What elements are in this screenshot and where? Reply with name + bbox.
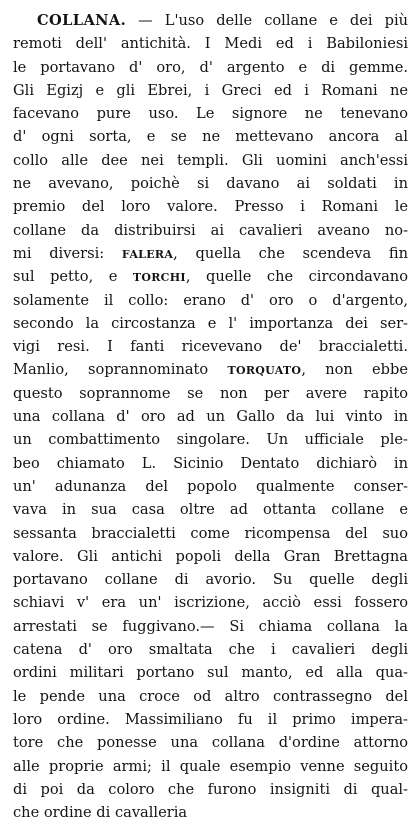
text-run: le portavano d' oro, d' argento e di gemme. [13, 58, 408, 76]
text-run: vava in sua casa oltre ad ottanta collane e [13, 501, 408, 519]
text-run: collo alle dee nei templi. Gli uomini anch'essi [13, 151, 408, 169]
text-run: — L'uso delle collane e dei più [138, 12, 409, 29]
text-run: loro ordine. Massimiliano fu il primo impera- [13, 710, 408, 728]
text-run: un' adunanza del popolo qualmente conser- [13, 477, 408, 495]
text-run: solamente il collo: erano d' oro o d'argento, [13, 291, 408, 309]
text-line [13, 312, 408, 335]
text-line [13, 522, 408, 545]
small-caps-term: FALERA [121, 247, 174, 261]
text-line [13, 708, 408, 731]
text-run: arrestati se fuggivano.— Si chiama collana la [13, 617, 408, 635]
text-line [13, 545, 408, 568]
text-line [13, 405, 408, 428]
text-line [13, 32, 408, 55]
text-run: le pende una croce od altro contrassegno del [13, 687, 408, 705]
text-line [13, 778, 408, 801]
text-run: una collana d' oro ad un Gallo da lui vinto in [13, 408, 408, 426]
text-line [13, 661, 408, 684]
text-line [13, 265, 408, 288]
text-line [13, 56, 408, 79]
text-run: Gli Egizj e gli Ebrei, i Greci ed i Romani ne [13, 81, 408, 99]
text-line [13, 149, 408, 172]
text-run: remoti dell' antichità. I Medi ed i Babiloniesi [13, 35, 408, 53]
text-line [13, 591, 408, 614]
text-line [13, 219, 408, 242]
encyclopedia-entry [13, 9, 408, 824]
text-run: collane da distribuirsi ai cavalieri aveano no- [13, 221, 408, 239]
text-line [13, 79, 408, 102]
entry-headword: COLLANA. [37, 12, 127, 29]
text-run: sessanta braccialetti come ricompensa del suo [13, 524, 408, 542]
text-run: alle proprie armi; il quale esempio venne seguito [13, 757, 408, 775]
text-run: premio del loro valore. Presso i Romani le [13, 198, 408, 216]
text-run: secondo la circostanza e l' importanza dei ser- [13, 314, 408, 332]
text-run: , quelle che circondavano [185, 268, 408, 286]
text-line [13, 638, 408, 661]
text-line [13, 125, 408, 148]
text-run: valore. Gli antichi popoli della Gran Brettagna [13, 547, 408, 565]
text-run: tore che ponesse una collana d'ordine attorno [13, 734, 408, 752]
text-line [13, 801, 408, 824]
text-line [13, 358, 408, 381]
text-line [13, 102, 408, 125]
text-run: ordini militari portano sul manto, ed alla qua- [13, 664, 408, 682]
text-run: vigi resi. I fanti ricevevano de' braccialetti. [13, 338, 408, 356]
text-run: un combattimento singolare. Un ufficiale ple- [13, 431, 408, 449]
text-line [13, 498, 408, 521]
text-line [13, 731, 408, 754]
text-line [13, 685, 408, 708]
text-run: d' ogni sorta, e se ne mettevano ancora al [13, 128, 408, 146]
text-line [13, 382, 408, 405]
text-line [13, 615, 408, 638]
text-run: beo chiamato L. Sicinio Dentato dichiarò in [13, 454, 408, 472]
text-line [13, 755, 408, 778]
text-run: di poi da coloro che furono insigniti di qual- [13, 780, 408, 798]
text-run: questo soprannome se non per avere rapito [13, 384, 408, 402]
text-run: mi diversi: [13, 244, 122, 262]
text-run: , non ebbe [301, 361, 408, 379]
text-line [13, 195, 408, 218]
text-line [13, 568, 408, 591]
small-caps-term: TORCHI [132, 271, 186, 285]
small-caps-term: TORQUATO [227, 364, 302, 378]
text-run: facevano pure uso. Le signore ne tenevano [13, 105, 408, 123]
text-line [13, 428, 408, 451]
text-line [13, 242, 408, 265]
text-line [13, 172, 408, 195]
text-run: catena d' oro smaltata che i cavalieri degli [13, 641, 408, 659]
text-run: , quella che scendeva fin [173, 244, 408, 262]
text-line [13, 9, 408, 32]
text-line [13, 475, 408, 498]
text-line [13, 289, 408, 312]
text-run: Manlio, soprannominato [13, 361, 228, 379]
text-run: che ordine di cavalleria [13, 804, 188, 822]
text-line [13, 452, 408, 475]
text-run: ne avevano, poichè si davano ai soldati in [13, 175, 408, 193]
text-run: schiavi v' era un' iscrizione, acciò essi fossero [13, 594, 408, 612]
text-run: portavano collane di avorio. Su quelle degli [13, 571, 408, 589]
text-line [13, 335, 408, 358]
text-run: sul petto, e [13, 268, 133, 286]
